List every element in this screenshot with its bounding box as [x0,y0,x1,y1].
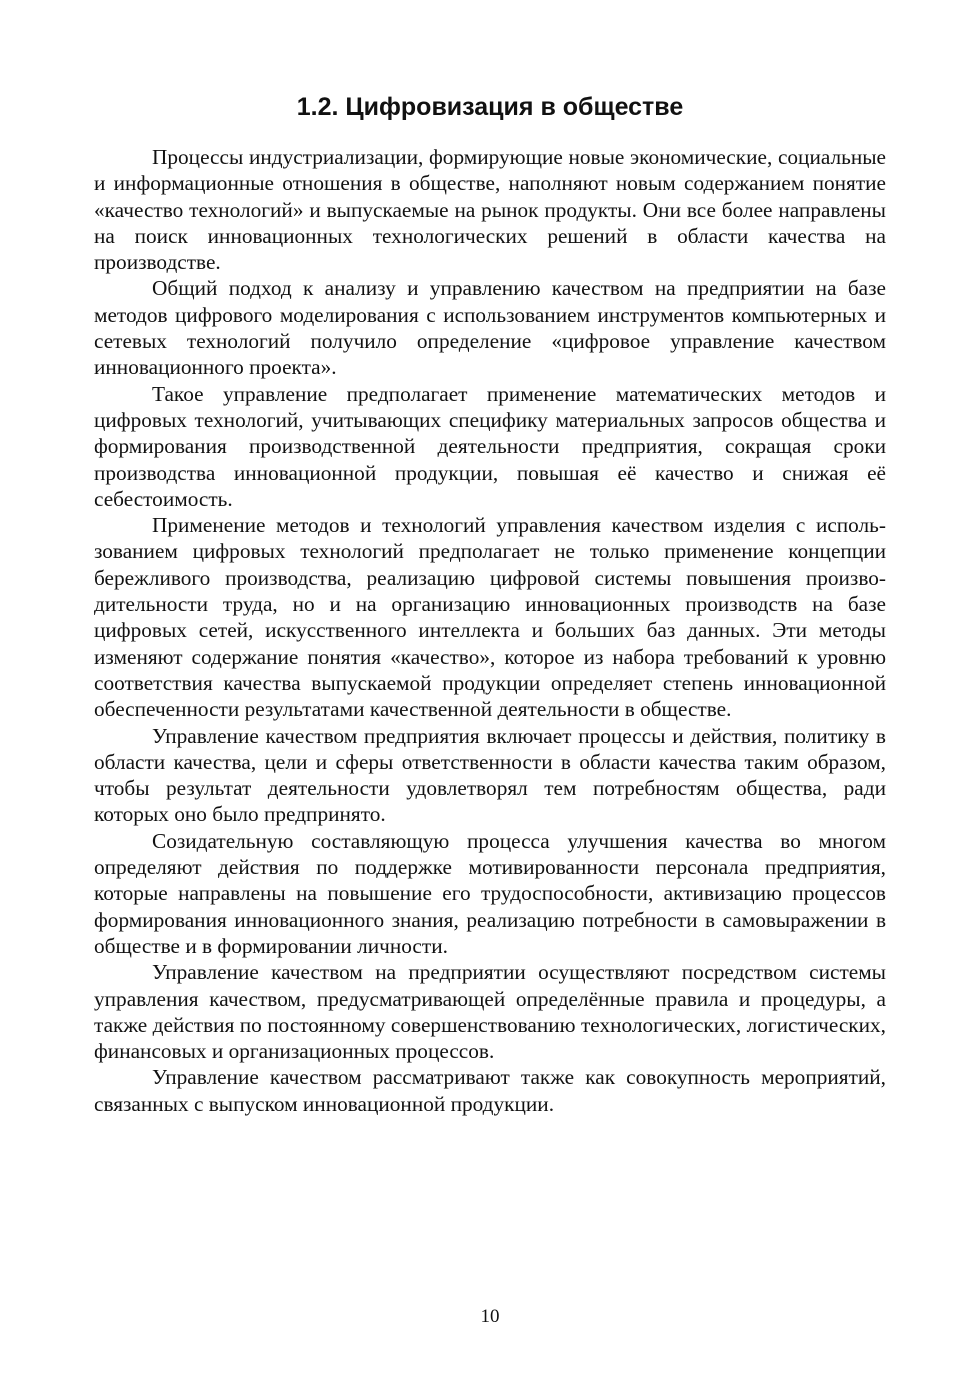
page-number: 10 [480,1306,500,1327]
paragraph: Управление качеством рассматривают также как совокупность мероприятий, связанных с выпуском инновационной продукции. [94,1065,886,1116]
section-title: 1.2. Цифровизация в обществе [296,93,684,121]
paragraph: Управление качеством предприятия включает процессы и действия, политику в области качества, цели и сферы ответственности в области качества таким образом, чтобы результат деятельности удовлетворял тем потребностям общества, ради которых оно было предпринято. [94,723,886,827]
paragraph: Общий подход к анализу и управлению качеством на предприятии на базе методов цифрового моделирования с использованием инструментов компьютерных и сетевых технологий получило определение «цифровое управление качеством инновационного проекта». [94,276,886,380]
paragraph: Процессы индустриализации, формирующие новые экономические, социальные и информационные отношения в обществе, наполняют новым содержанием понятие «качество технологий» и выпускаемые на рынок продукты. Они все более направлены на поиск инновационных технологических решений в области качества на производстве. [94,145,886,275]
paragraph: Управление качеством на предприятии осуществляют посредством системы управления качеством, предусматривающей определённые правила и процедуры, а также действия по постоянному совершенствованию технологических, логистических, финансовых и организационных процессов. [94,960,886,1064]
paragraph: Применение методов и технологий управления качеством изделия с использованием цифровых технологий предполагает не только применение концепции бережливого производства, реализацию цифровой системы повышения производительности труда, но и на организацию инновационных производств на базе цифровых сетей, искусственного интеллекта и больших баз данных. Эти методы изменяют содержание понятия «качество», которое из набора требований к уровню соответствия качества выпускаемой продукции определяет степень инновационной обеспеченности результатами качественной деятельности в обществе. [94,513,886,722]
paragraph: Созидательную составляющую процесса улучшения качества во многом определяют действия по поддержке мотивированности персонала предприятия, которые направлены на повышение его трудоспособности, активизацию процессов формирования инновационного знания, реализацию потребности в самовыражении в обществе и в формировании личности. [94,828,886,958]
body-text [94,144,886,1117]
paragraph: Такое управление предполагает применение математических методов и цифровых технологий, учитывающих специфику материальных запросов общества и формирования производственной деятельности предприятия, сокращая сроки производства инновационной продукции, повышая её качество и снижая её себестоимость. [94,381,886,511]
